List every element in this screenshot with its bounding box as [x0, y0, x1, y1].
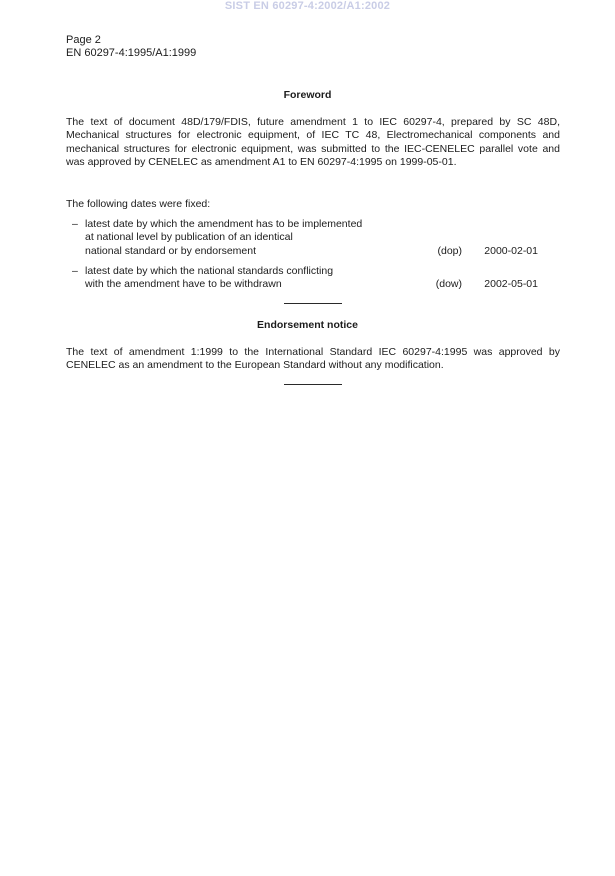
endorsement-paragraph: The text of amendment 1:1999 to the International Standard IEC 60297-4:1995 was approved by CENELEC as an amendment to the European Standard without any modification. [66, 346, 560, 372]
list-item-line: at national level by publication of an identical [85, 231, 293, 244]
foreword-paragraph: The text of document 48D/179/FDIS, future amendment 1 to IEC 60297-4, prepared by SC 48D, Mechanical structures for electronic equipment, of IEC TC 48, Electromechanical components and mechanical structures for electronic equipment, was submitted to the IEC-CENELEC parallel vote and was approved by CENELEC as amendment A1 to EN 60297-4:1995 on 1999-05-01. [66, 116, 560, 169]
dates-intro: The following dates were fixed: [66, 198, 211, 210]
list-item-text [85, 218, 415, 258]
end-divider [284, 384, 342, 385]
list-dash: – [72, 218, 78, 230]
page-header [66, 34, 196, 60]
list-item-dow [72, 265, 538, 293]
foreword-heading: Foreword [283, 89, 332, 101]
date-code-dop: (dop) [437, 244, 462, 257]
section-divider [284, 303, 342, 304]
date-code-dow: (dow) [435, 278, 462, 291]
list-item-line: latest date by which the amendment has to be implemented [85, 218, 363, 230]
document-reference: EN 60297-4:1995/A1:1999 [66, 47, 197, 59]
list-item-line: national standard or by endorsement [85, 244, 257, 257]
page-number: Page 2 [66, 34, 101, 46]
list-dash: – [72, 265, 78, 277]
watermark-document-id: SIST EN 60297-4:2002/A1:2002 [224, 0, 391, 12]
date-value-dow: 2002-05-01 [484, 278, 538, 291]
list-item-dop [72, 218, 538, 260]
endorsement-heading: Endorsement notice [257, 319, 358, 331]
date-value-dop: 2000-02-01 [484, 244, 538, 257]
list-item-text [85, 265, 415, 292]
list-item-line: latest date by which the national standards conflicting [85, 265, 334, 277]
list-item-line: with the amendment have to be withdrawn [85, 278, 282, 291]
